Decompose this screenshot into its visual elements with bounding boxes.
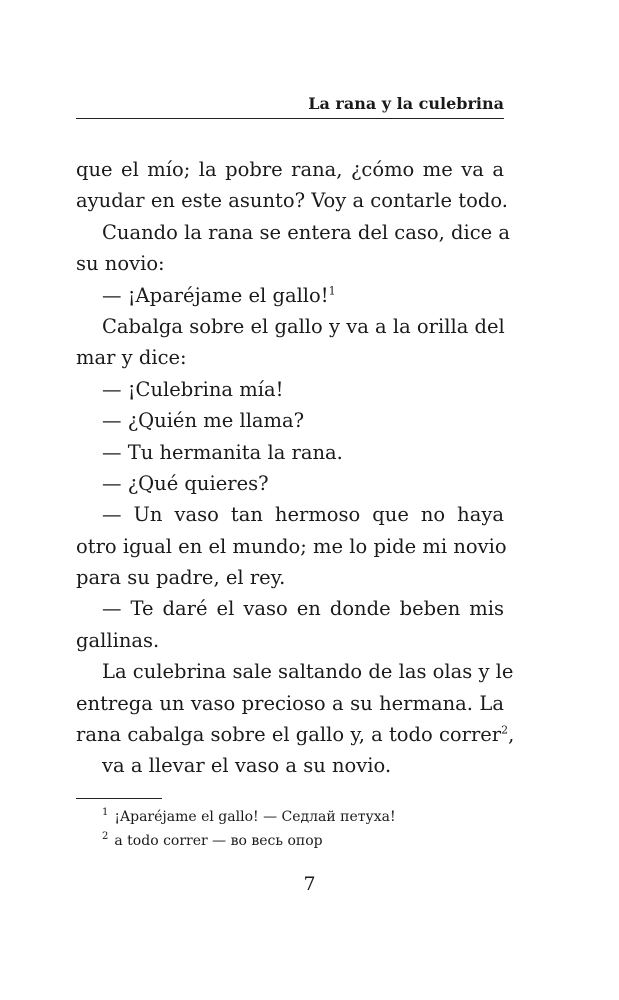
text-line-content: gallinas. (76, 628, 160, 652)
text-line-content: — ¡Culebrina mía! (102, 377, 284, 401)
text-line-content: — ¿Qué quieres? (102, 471, 269, 495)
text-line-content: — Te daré el vaso en donde beben mis (102, 597, 504, 621)
text-line (76, 468, 504, 499)
text-line-content: rana cabalga sobre el gallo y, a todo correr (76, 723, 502, 747)
text-line (76, 625, 504, 656)
footnotes (102, 805, 502, 853)
text-line-content: entrega un vaso precioso a su hermana. La (76, 691, 504, 715)
text-line-content: — Un vaso tan hermoso que no haya (102, 503, 504, 527)
text-line-content: Cuando la rana se entera del caso, dice a (102, 220, 510, 244)
text-line-content: otro igual en el mundo; me lo pide mi novio (76, 534, 507, 558)
text-line-content: — Tu hermanita la rana. (102, 440, 343, 464)
text-line-content: mar y dice: (76, 346, 187, 370)
text-line (76, 750, 504, 781)
text-line-content: ayudar en este asunto? Voy a contarle todo. (76, 189, 508, 213)
text-line (76, 342, 504, 373)
text-line (76, 437, 504, 468)
text-line (76, 248, 504, 279)
text-line (76, 280, 504, 311)
text-line (76, 656, 514, 687)
text-line (76, 499, 504, 530)
text-line-content: para su padre, el rey. (76, 566, 286, 590)
text-line (76, 405, 504, 436)
page-number: 7 (303, 873, 316, 895)
text-line (76, 719, 515, 750)
text-line-content: Cabalga sobre el gallo y va a la orilla del (102, 314, 505, 338)
footnote-number: 1 (102, 807, 109, 819)
text-line-content: — ¡Aparéjame el gallo! (102, 283, 329, 307)
text-line (76, 217, 510, 248)
text-line (76, 562, 504, 593)
footnote-number: 2 (102, 831, 109, 843)
text-line (76, 154, 504, 185)
running-head: La rana y la culebrina (308, 94, 504, 113)
text-line (76, 531, 507, 562)
text-line (76, 688, 504, 719)
footnote (102, 805, 502, 829)
footnote-text: ¡Aparéjame el gallo! — Седлай петуха! (114, 809, 396, 825)
footnote (102, 829, 502, 853)
text-line-content: su novio: (76, 252, 165, 276)
text-line (76, 593, 504, 624)
text-line (76, 185, 508, 216)
text-line-content: La culebrina sale saltando de las olas y le (102, 660, 514, 684)
footnote-separator (76, 798, 162, 799)
footnote-reference: 2 (501, 723, 509, 737)
footnote-text: a todo correr — во весь опор (114, 833, 323, 849)
text-line-content: va a llevar el vaso a su novio. (102, 754, 392, 778)
text-line-content: — ¿Quién me llama? (102, 409, 305, 433)
running-head-rule (76, 92, 504, 119)
footnote-reference: 1 (328, 284, 336, 298)
body-text (76, 154, 515, 782)
text-line (76, 374, 504, 405)
text-line (76, 311, 504, 342)
text-line-content: que el mío; la pobre rana, ¿cómo me va a (76, 158, 504, 181)
text-line-tail: , (508, 723, 515, 747)
